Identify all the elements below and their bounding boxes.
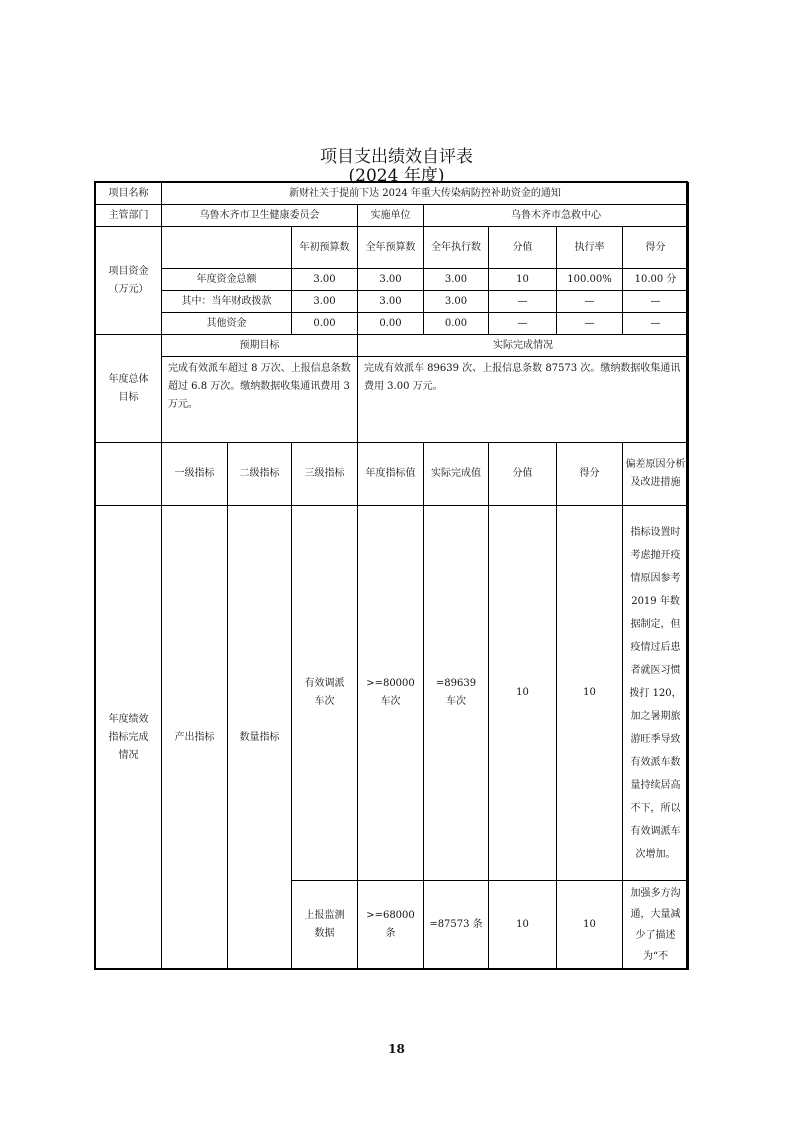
funds-cell: —	[489, 313, 557, 335]
actual-value: =89639 车次	[424, 506, 489, 881]
funds-cell: —	[623, 291, 689, 313]
funds-cell: 3.00	[424, 291, 489, 313]
score-value: 10	[489, 881, 557, 970]
level3-indicator: 上报监测数据	[292, 881, 358, 970]
actual-result-header: 实际完成情况	[358, 335, 689, 357]
goals-label: 年度总体目标	[96, 335, 162, 443]
funds-cell: 0.00	[292, 313, 358, 335]
project-name-value: 新财社关于提前下达 2024 年重大传染病防控补助资金的通知	[162, 183, 689, 205]
level3-indicator: 有效调派车次	[292, 506, 358, 881]
dept-value: 乌鲁木齐市卫生健康委员会	[162, 205, 358, 227]
funds-cell: —	[557, 313, 623, 335]
deviation-reason: 指标设置时考虑抛开疫情原因参考 2019 年数据制定，但疫情过后患者就医习惯拨打 120，加之暑期旅游旺季导致有效派车数量持续居高不下，所以有效调派车次增加。	[623, 506, 689, 881]
score: 10	[557, 506, 623, 881]
indicator-header: 年度指标值	[358, 443, 424, 506]
funds-header: 全年预算数	[358, 227, 424, 269]
impl-label: 实施单位	[358, 205, 424, 227]
performance-table	[95, 182, 689, 970]
funds-header: 全年执行数	[424, 227, 489, 269]
indicator-header: 分值	[489, 443, 557, 506]
page-subtitle: (2024 年度)	[348, 166, 445, 186]
funds-cell: 10.00 分	[623, 269, 689, 291]
page-title: 项目支出绩效自评表	[320, 147, 473, 167]
actual-value: =87573 条	[424, 881, 489, 970]
score-value: 10	[489, 506, 557, 881]
level2-indicator: 数量指标	[228, 506, 292, 970]
expected-goal-text: 完成有效派车超过 8 万次、上报信息条数超过 6.8 万次。缴纳数据收集通讯费用 3 万元。	[162, 357, 358, 443]
funds-header: 得分	[623, 227, 689, 269]
funds-cell: 0.00	[424, 313, 489, 335]
funds-row-label: 其中：当年财政拨款	[162, 291, 292, 313]
impl-value: 乌鲁木齐市急救中心	[424, 205, 689, 227]
funds-cell: —	[623, 313, 689, 335]
page-number: 18	[388, 1042, 405, 1056]
indicator-header: 一级指标	[162, 443, 228, 506]
indicator-header: 三级指标	[292, 443, 358, 506]
indicator-section-label: 年度绩效指标完成情况	[96, 506, 162, 970]
funds-cell: 10	[489, 269, 557, 291]
target-value: >=80000 车次	[358, 506, 424, 881]
funds-cell: —	[489, 291, 557, 313]
funds-cell: 3.00	[292, 269, 358, 291]
indicator-header: 偏差原因分析及改进措施	[623, 443, 689, 506]
level1-indicator: 产出指标	[162, 506, 228, 970]
deviation-reason: 加强多方沟通，大量减少了描述为“不	[623, 881, 689, 970]
funds-header: 执行率	[557, 227, 623, 269]
dept-label: 主管部门	[96, 205, 162, 227]
expected-goal-header: 预期目标	[162, 335, 358, 357]
funds-row-label: 年度资金总额	[162, 269, 292, 291]
funds-label: 项目资金（万元）	[96, 227, 162, 335]
funds-cell: 100.00%	[557, 269, 623, 291]
funds-cell: —	[557, 291, 623, 313]
funds-cell: 3.00	[358, 269, 424, 291]
funds-cell: 3.00	[424, 269, 489, 291]
project-name-label: 项目名称	[96, 183, 162, 205]
funds-row-label: 其他资金	[162, 313, 292, 335]
funds-cell: 3.00	[292, 291, 358, 313]
indicator-header: 实际完成值	[424, 443, 489, 506]
target-value: >=68000 条	[358, 881, 424, 970]
funds-header: 分值	[489, 227, 557, 269]
funds-header: 年初预算数	[292, 227, 358, 269]
indicator-header: 得分	[557, 443, 623, 506]
score: 10	[557, 881, 623, 970]
funds-cell: 0.00	[358, 313, 424, 335]
funds-cell: 3.00	[358, 291, 424, 313]
actual-result-text: 完成有效派车 89639 次、上报信息条数 87573 次。缴纳数据收集通讯费用 3.00 万元。	[358, 357, 689, 443]
indicator-header: 二级指标	[228, 443, 292, 506]
